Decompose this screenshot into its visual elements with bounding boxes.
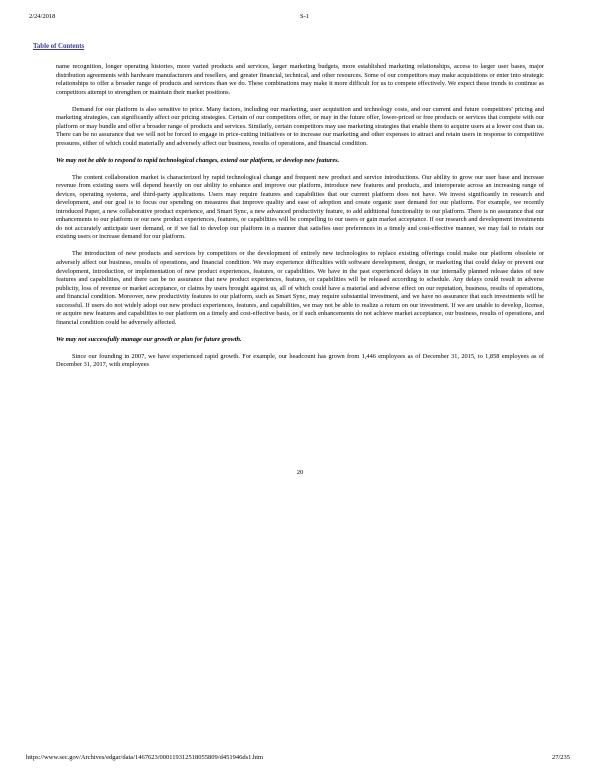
document-body <box>56 63 544 378</box>
page-number: 20 <box>296 469 304 476</box>
header-date: 2/24/2018 <box>29 13 56 20</box>
risk-heading-growth-management: We may not successfully manage our growth or plan for future growth. <box>56 335 242 343</box>
footer-page-count: 27/235 <box>551 754 570 761</box>
paragraph-content-collaboration-market: The content collaboration market is characterized by rapid technological change and frequent new product and service introductions. Our ability to grow our user base and increase revenue from existing users will depend heavily on our ability to enhance and improve our platform, introduce new features and products, and interoperate across an increasing range of devices, operating systems, and third-party applications. Users may require features and capabilities that our current platform does not have. We invest significantly in research and development, and our goal is to focus our spending on measures that improve quality and ease of adoption and create organic user demand for our platform. For example, we recently introduced Paper, a new collaborative product experience, and Smart Sync, a new advanced productivity feature, to add additional functionality to our platform. There is no assurance that our enhancements to our platform or our new product experiences, features, or capabilities will be compelling to our users or gain market acceptance. If our research and development investments do not accurately anticipate user demand, or if we fail to develop our platform in a manner that satisfies user preferences in a timely and cost-effective manner, we may fail to retain our existing users or increase demand for our platform. <box>56 173 544 241</box>
paragraph-price-sensitivity: Demand for our platform is also sensitive to price. Many factors, including our marketing, user acquisition and technology costs, and our current and future competitors' pricing and marketing strategies, can significantly affect our pricing strategies. Certain of our competitors offer, or may in the future offer, lower-priced or free products or services that compete with our platform or may bundle and offer a broader range of products and services. Similarly, certain competitors may use marketing strategies that enable them to acquire users at a lower cost than us. There can be no assurance that we will not be forced to engage in price-cutting initiatives or to increase our marketing and other expenses to attract and retain users in response to competitive pressures, either of which could materially and adversely affect our business, results of operations, and financial condition. <box>56 105 544 147</box>
risk-heading-technological-change: We may not be able to respond to rapid technological changes, extend our platform, or develop new features. <box>56 156 340 164</box>
footer-url: https://www.sec.gov/Archives/edgar/data/1467623/000119312518055809/d451946ds1.htm <box>26 754 264 761</box>
paragraph-competition-continued: name recognition, longer operating histories, more varied products and services, larger marketing budgets, more established marketing relationships, access to larger user bases, major distribution agreements with hardware manufacturers and resellers, and greater financial, technical, and other resources. Some of our competitors may make acquisitions or enter into strategic relationships to offer a broader range of products and services than we do. These combinations may make it more difficult for us to compete effectively. We expect these trends to continue as competitors attempt to strengthen or maintain their market positions. <box>56 63 544 96</box>
table-of-contents-link[interactable]: Table of Contents <box>33 43 85 50</box>
header-document-type: S-1 <box>300 13 310 20</box>
paragraph-rapid-growth: Since our founding in 2007, we have experienced rapid growth. For example, our headcount has grown from 1,446 employees as of December 31, 2015, to 1,858 employees as of December 31, 2017, with employees <box>56 352 544 369</box>
paragraph-new-products-competitors: The introduction of new products and services by competitors or the development of entirely new technologies to replace existing offerings could make our platform obsolete or adversely affect our business, results of operations, and financial condition. We may experience difficulties with software development, design, or marketing that could delay or prevent our development, introduction, or implementation of new product experiences, features, or capabilities. We have in the past experienced delays in our internally planned release dates of new features and capabilities, and there can be no assurance that new product experiences, features, or capabilities will be released according to schedule. Any delays could result in adverse publicity, loss of revenue or market acceptance, or claims by users brought against us, all of which could have a material and adverse effect on our reputation, business, results of operations, and financial condition. Moreover, new productivity features to our platform, such as Smart Sync, may require substantial investment, and we have no assurance that such investments will be successful. If users do not widely adopt our new product experiences, features, and capabilities, we may not be able to realize a return on our investment. If we are unable to develop, license, or acquire new features and capabilities to our platform on a timely and cost-effective basis, or if such enhancements do not achieve market acceptance, our business, results of operations, and financial condition could be adversely affected. <box>56 250 544 326</box>
